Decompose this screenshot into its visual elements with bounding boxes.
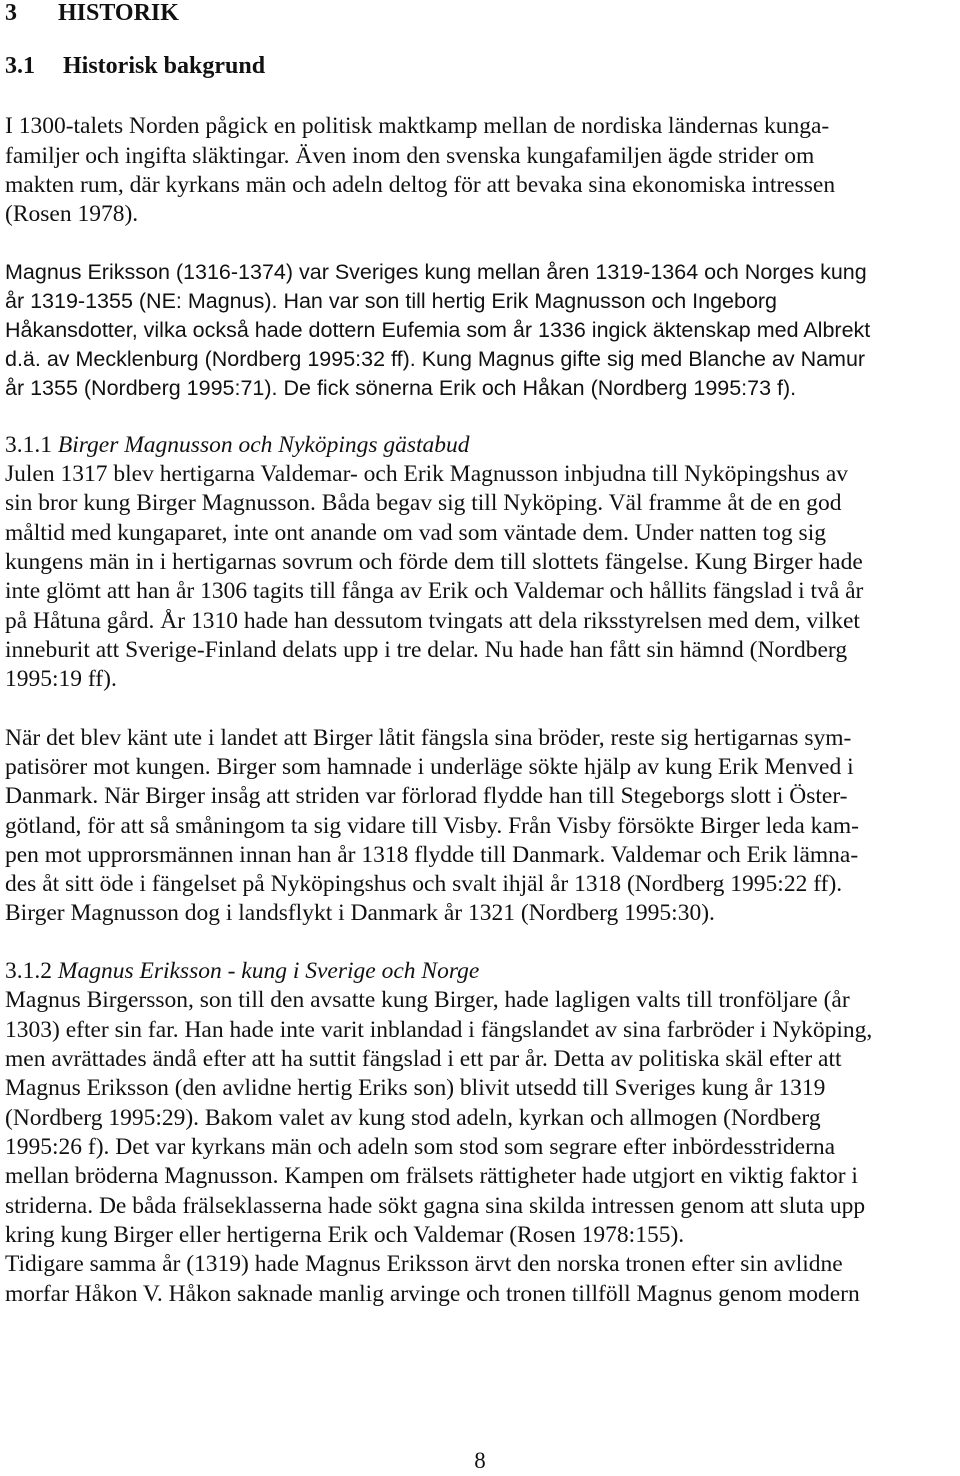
paragraph-5-line: mellan bröderna Magnusson. Kampen om frälsets rättigheter hade utgjort en viktig faktor i [5, 1163, 858, 1189]
paragraph-1-line: I 1300-talets Norden pågick en politisk maktkamp mellan de nordiska ländernas kunga- [5, 113, 830, 139]
paragraph-2-line: Håkansdotter, vilka också hade dottern Eufemia som år 1336 ingick äktenskap med Albrekt [5, 318, 871, 342]
paragraph-3-line: kungens män in i hertigarnas sovrum och förde dem till slottets fängelse. Kung Birger hade [5, 549, 863, 575]
paragraph-5-line: 1995:26 f). Det var kyrkans män och adeln som stod som segrare efter inbördesstriderna [5, 1134, 836, 1160]
paragraph-5-line: kring kung Birger eller hertigerna Erik och Valdemar (Rosen 1978:155). [5, 1222, 685, 1248]
paragraph-4-line: Birger Magnusson dog i landsflykt i Danmark år 1321 (Nordberg 1995:30). [5, 900, 715, 926]
chapter-title: HISTORIK [58, 0, 179, 26]
chapter-heading [5, 0, 179, 28]
section-title: Historisk bakgrund [63, 53, 266, 79]
subsection-heading [5, 430, 470, 460]
paragraph-4-line: götland, för att så småningom ta sig vidare till Visby. Från Visby försökte Birger leda kam- [5, 813, 859, 839]
chapter-number: 3 [5, 0, 17, 26]
paragraph-4-line: När det blev känt ute i landet att Birger låtit fängsla sina bröder, reste sig hertigarnas sym- [5, 725, 852, 751]
paragraph-4-line: des åt sitt öde i fängelset på Nyköpingshus och svalt ihjäl år 1318 (Nordberg 1995:22 ff). [5, 871, 843, 897]
paragraph-6-line: morfar Håkon V. Håkon saknade manlig arvinge och tronen tillföll Magnus genom modern [5, 1281, 860, 1307]
paragraph-2-line: år 1319-1355 (NE: Magnus). Han var son till hertig Erik Magnusson och Ingeborg [5, 289, 778, 313]
paragraph-3-line: 1995:19 ff). [5, 666, 117, 692]
paragraph-4-line: Danmark. När Birger insåg att striden var förlorad flydde han till Stegeborgs slott i Öster- [5, 783, 848, 809]
paragraph-1-line: familjer och ingifta släktingar. Även inom den svenska kungafamiljen ägde strider om [5, 143, 815, 169]
paragraph-3-line: måltid med kungaparet, inte ont anande om vad som väntade dem. Under natten tog sig [5, 520, 826, 546]
paragraph-3-line: på Håtuna gård. År 1310 hade han dessutom tvingats att dela riksstyrelsen med dem, vilket [5, 608, 860, 634]
paragraph-5-line: Magnus Eriksson (den avlidne hertig Eriks son) blivit utsedd till Sveriges kung år 1319 [5, 1075, 826, 1101]
subsection-title: Magnus Eriksson - kung i Sverige och Norge [57, 958, 480, 984]
paragraph-3-line: sin bror kung Birger Magnusson. Båda begav sig till Nyköping. Väl framme åt de en god [5, 490, 842, 516]
paragraph-1-line: makten rum, där kyrkans män och adeln deltog för att bevaka sina ekonomiska intressen [5, 172, 836, 198]
paragraph-5-line: Magnus Birgersson, son till den avsatte kung Birger, hade lagligen valts till tronföljare (år [5, 987, 850, 1013]
paragraph-1-line: (Rosen 1978). [5, 201, 139, 227]
subsection-title: Birger Magnusson och Nyköpings gästabud [57, 432, 470, 458]
paragraph-3-line: inte glömt att han år 1306 tagits till fånga av Erik och Valdemar och hållits fängslad i två år [5, 578, 864, 604]
paragraph-5-line: 1303) efter sin far. Han hade inte varit inblandad i fängslandet av sina farbröder i Nyköping, [5, 1017, 873, 1043]
subsection-number: 3.1.2 [5, 958, 52, 984]
paragraph-2-line: år 1355 (Nordberg 1995:71). De fick sönerna Erik och Håkan (Nordberg 1995:73 f). [5, 376, 797, 400]
subsection-number: 3.1.1 [5, 432, 52, 458]
paragraph-2-line: d.ä. av Mecklenburg (Nordberg 1995:32 ff). Kung Magnus gifte sig med Blanche av Namur [5, 347, 866, 371]
subsection-heading [5, 956, 479, 986]
paragraph-5-line: men avrättades ändå efter att ha suttit fängslad i ett par år. Detta av politiska skäl efter att [5, 1046, 842, 1072]
paragraph-2-line: Magnus Eriksson (1316-1374) var Sveriges kung mellan åren 1319-1364 och Norges kung [5, 260, 867, 284]
page-number: 8 [474, 1448, 486, 1473]
paragraph-6-line: Tidigare samma år (1319) hade Magnus Eriksson ärvt den norska tronen efter sin avlidne [5, 1251, 843, 1277]
paragraph-5-line: (Nordberg 1995:29). Bakom valet av kung stod adeln, kyrkan och allmogen (Nordberg [5, 1105, 821, 1131]
paragraph-5-line: striderna. De båda frälseklasserna hade sökt gagna sina skilda intressen genom att sluta upp [5, 1193, 866, 1219]
paragraph-3-line: Julen 1317 blev hertigarna Valdemar- och Erik Magnusson inbjudna till Nyköpingshus av [5, 461, 848, 487]
paragraph-4-line: patisörer mot kungen. Birger som hamnade i underläge sökte hjälp av kung Erik Menved i [5, 754, 854, 780]
section-heading [5, 51, 265, 81]
section-number: 3.1 [5, 53, 35, 79]
paragraph-4-line: pen mot upprorsmännen innan han år 1318 flydde till Danmark. Valdemar och Erik lämna- [5, 842, 859, 868]
paragraph-3-line: inneburit att Sverige-Finland delats upp i tre delar. Nu hade han fått sin hämnd (Nordberg [5, 637, 848, 663]
